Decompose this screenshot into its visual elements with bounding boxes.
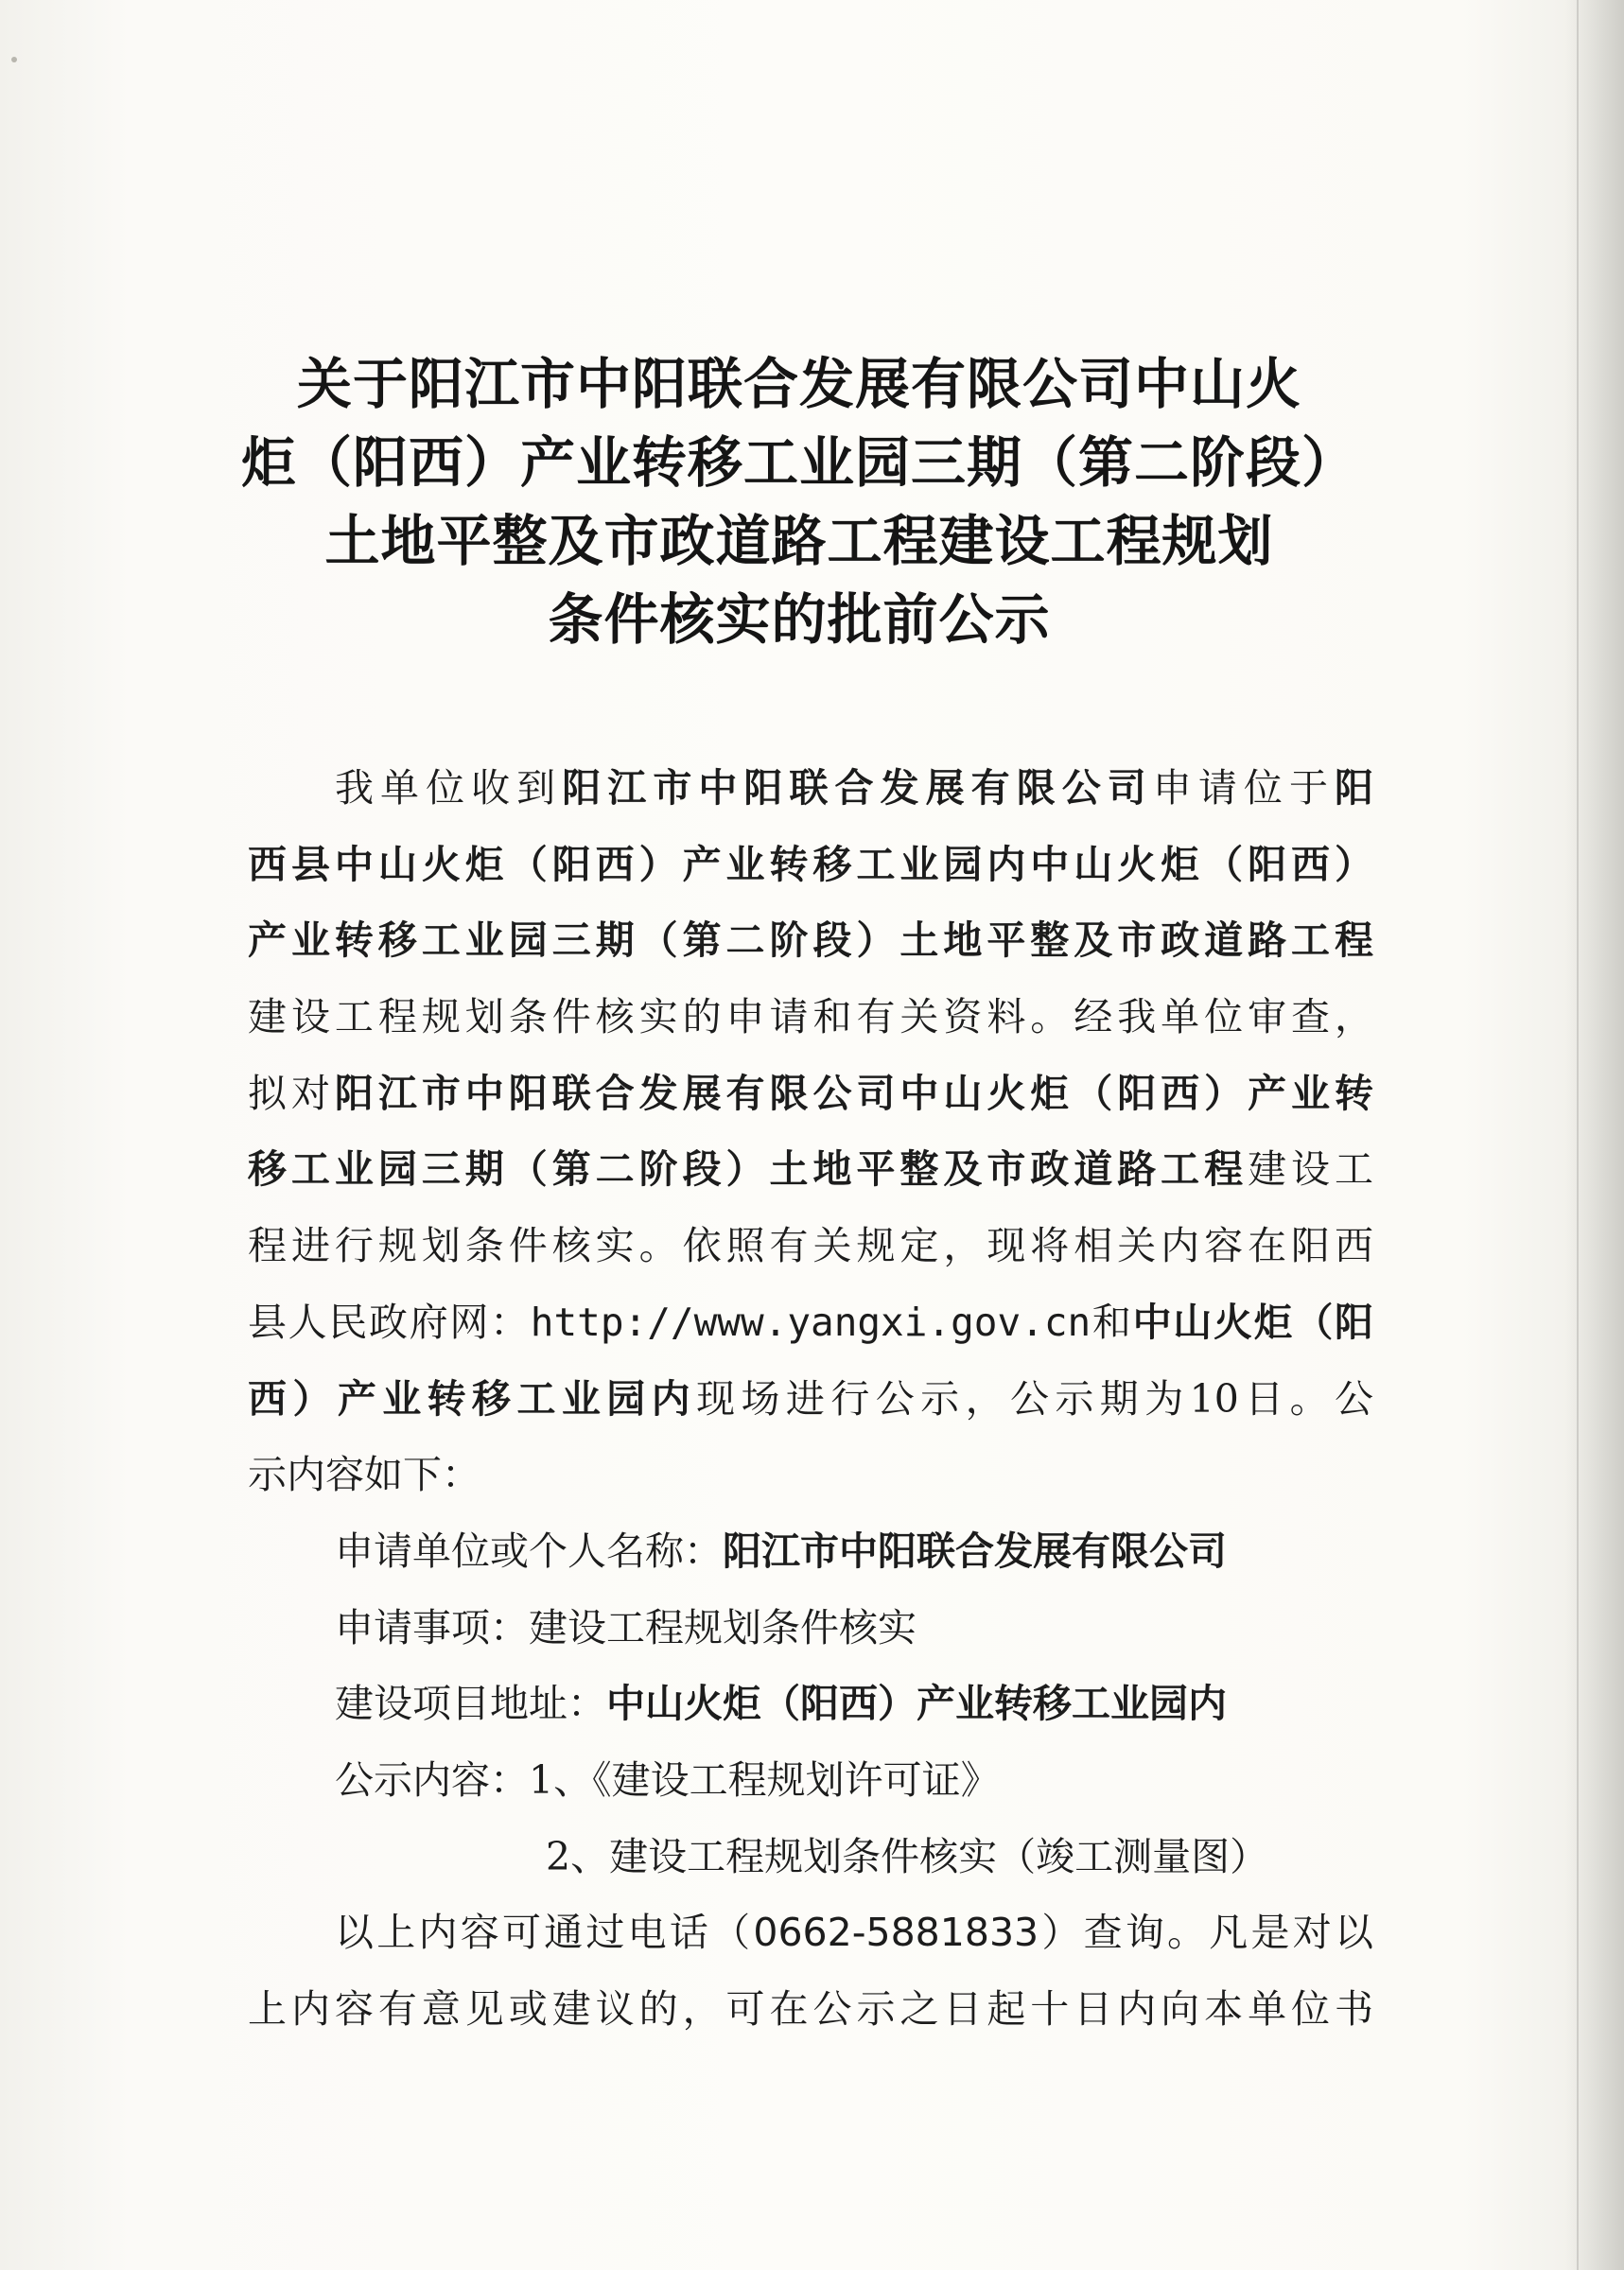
address-value: 中山火炬（阳西）产业转移工业园内 xyxy=(606,1681,1227,1727)
applicant-row xyxy=(248,1513,1373,1590)
title-line-3: 土地平整及市政道路工程建设工程规划 xyxy=(324,509,1274,573)
body-line: 西）产业转移工业园内现场进行公示，公示期为10日。公 xyxy=(248,1375,1374,1422)
body-line: 以上内容可通过电话（0662-5881833）查询。凡是对以 xyxy=(335,1910,1374,1956)
address-row xyxy=(248,1666,1373,1742)
body-line: 县人民政府网：http://www.yangxi.gov.cn和中山火炬（阳 xyxy=(248,1299,1374,1345)
notice-title xyxy=(218,345,1381,659)
body-line: 我单位收到阳江市中阳联合发展有限公司申请位于阳 xyxy=(335,765,1374,811)
content-row-2 xyxy=(248,1819,1373,1895)
body-line: 移工业园三期（第二阶段）土地平整及市政道路工程建设工 xyxy=(248,1146,1373,1193)
content-row xyxy=(248,1742,1373,1819)
page-edge-shadow xyxy=(1565,0,1624,2270)
body-line: 建设工程规划条件核实的申请和有关资料。经我单位审查， xyxy=(248,994,1373,1040)
body-line: 西县中山火炬（阳西）产业转移工业园内中山火炬（阳西） xyxy=(248,841,1374,887)
scan-speck xyxy=(11,57,17,62)
content-label: 公示内容： xyxy=(335,1756,529,1803)
notice-body xyxy=(248,750,1373,2048)
content-item-1: 1、《建设工程规划许可证》 xyxy=(529,1756,1000,1803)
title-line-1: 关于阳江市中阳联合发展有限公司中山火 xyxy=(296,352,1301,416)
matter-row xyxy=(248,1590,1373,1667)
title-line-4: 条件核实的批前公示 xyxy=(548,587,1051,652)
body-line: 程进行规划条件核实。依照有关规定，现将相关内容在阳西 xyxy=(248,1223,1373,1269)
applicant-value: 阳江市中阳联合发展有限公司 xyxy=(723,1528,1227,1574)
matter-label: 申请事项： xyxy=(335,1604,529,1650)
phone-number: 0662-5881833 xyxy=(753,1910,1039,1956)
body-line: 产业转移工业园三期（第二阶段）土地平整及市政道路工程 xyxy=(248,917,1373,964)
body-line: 示内容如下： xyxy=(248,1452,480,1498)
applicant-label: 申请单位或个人名称： xyxy=(335,1528,723,1574)
body-line: 上内容有意见或建议的，可在公示之日起十日内向本单位书 xyxy=(248,1986,1373,2032)
address-label: 建设项目地址： xyxy=(335,1681,606,1727)
title-line-2: 炬（阳西）产业转移工业园三期（第二阶段） xyxy=(240,430,1357,495)
website-url: http://www.yangxi.gov.cn xyxy=(530,1299,1091,1345)
content-item-2: 2、建设工程规划条件核实（竣工测量图） xyxy=(546,1833,1269,1879)
matter-value: 建设工程规划条件核实 xyxy=(529,1604,917,1650)
body-line: 拟对阳江市中阳联合发展有限公司中山火炬（阳西）产业转 xyxy=(248,1070,1373,1116)
